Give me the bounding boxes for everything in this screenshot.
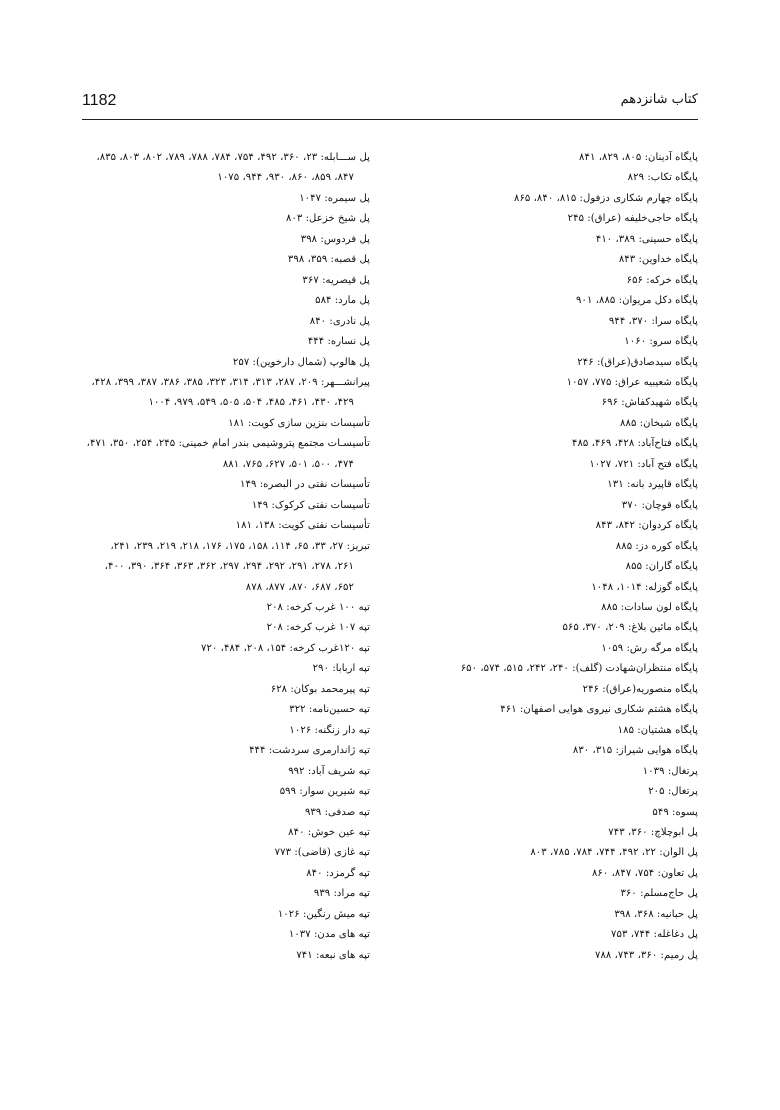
index-entry: تپه میش رنگین: ۱۰۲۶ <box>277 908 370 920</box>
index-entry: پل قیصریه: ۳۶۷ <box>302 274 370 286</box>
index-entry: پایگاه کردوان: ۸۴۲، ۸۴۳ <box>595 520 698 532</box>
index-entry-continuation: ۴۲۹، ۴۳۰، ۴۶۱، ۴۸۵، ۵۰۴، ۵۰۵، ۵۴۹، ۹۷۹، ۱۰۰۴ <box>148 397 354 409</box>
index-entry: تبریز: ۲۷، ۳۳، ۶۵، ۱۱۴، ۱۵۸، ۱۷۵، ۱۷۶، ۲۱۸، ۲۱۹، ۲۳۹، ۲۴۱، <box>110 540 370 552</box>
index-entry: پل دغاغله: ۷۴۴، ۷۵۳ <box>611 929 698 941</box>
index-entry: پایگاه کوره دز: ۸۸۵ <box>615 540 698 552</box>
index-entry: تأسیسات بنزین سازی کویت: ۱۸۱ <box>228 417 370 429</box>
index-entry-continuation: ۶۵۲، ۶۸۷، ۸۷۰، ۸۷۷، ۸۷۸ <box>245 581 354 593</box>
index-entry: تپه های نبعه: ۷۴۱ <box>296 949 370 961</box>
index-entry: تپه غازی (قاضی): ۷۷۳ <box>274 847 370 859</box>
index-entry: پل قصبه: ۳۵۹، ۳۹۸ <box>287 254 370 266</box>
index-entry: تپه ۱۰۷ غرب کرخه: ۲۰۸ <box>266 622 370 634</box>
index-column-right <box>398 148 698 966</box>
index-entry: پل رمیم: ۳۶۰، ۷۴۳، ۷۸۸ <box>594 949 698 961</box>
index-entry: پایگاه فتح آباد: ۷۲۱، ۱۰۲۷ <box>589 458 698 470</box>
index-entry: تپه ژاندارمری سردشت: ۴۴۴ <box>249 745 370 757</box>
index-entry: پایگاه منتظران‌شهادت (گلف): ۲۴۰، ۲۴۲، ۵۱۵، ۵۷۴، ۶۵۰ <box>460 663 698 675</box>
index-entry-continuation: ۸۴۷، ۸۵۹، ۸۶۰، ۹۳۰، ۹۴۴، ۱۰۷۵ <box>217 172 354 184</box>
index-entry: پایگاه گوزله: ۱۰۱۴، ۱۰۴۸ <box>591 581 698 593</box>
index-entry: تأسیسات نفتی کویت: ۱۳۸، ۱۸۱ <box>235 520 370 532</box>
index-entry: تأسیسـات مجتمع پتروشیمی بندر امام خمینی: ۲۴۵، ۲۵۴، ۳۵۰، ۴۷۱، <box>86 438 370 450</box>
index-entry: پل هالوپ (شمال دارخوین): ۲۵۷ <box>232 356 370 368</box>
index-entry: پل فردوس: ۳۹۸ <box>300 233 370 245</box>
index-entry: پایگاه مائین بلاغ: ۲۰۹، ۳۷۰، ۵۶۵ <box>562 622 698 634</box>
index-entry: تپه اربابا: ۲۹۰ <box>312 663 370 675</box>
index-entry: تأسیسات نفتی کرکوک: ۱۴۹ <box>251 499 370 511</box>
index-entry: پایگاه سرو: ۱۰۶۰ <box>624 336 698 348</box>
index-entry: تپه شیرین سوار: ۵۹۹ <box>279 786 370 798</box>
index-entry: پایگاه شعیبیه عراق: ۷۷۵، ۱۰۵۷ <box>566 376 698 388</box>
index-entry: تپه ۱۰۰ غرب کرخه: ۲۰۸ <box>266 601 370 613</box>
index-entry: پایگاه حاجی‌خلیفه (عراق): ۲۴۵ <box>567 213 698 225</box>
index-entry: تپه صدفی: ۹۳۹ <box>304 806 370 818</box>
index-entry: پل ابوچلاچ: ۳۶۰، ۷۴۳ <box>608 826 698 838</box>
index-entry: تپه حسین‌نامه: ۳۲۲ <box>289 704 370 716</box>
index-entry: پایگاه آدینان: ۸۰۵، ۸۲۹، ۸۴۱ <box>579 152 698 163</box>
index-entry: تپه های مدن: ۱۰۳۷ <box>288 929 370 941</box>
index-entry: تپه ۱۲۰غرب کرخه: ۱۵۴، ۲۰۸، ۴۸۴، ۷۲۰ <box>200 642 370 654</box>
index-entry: پایگاه سرا: ۳۷۰، ۹۴۴ <box>608 315 698 327</box>
index-entry: پایگاه تکاب: ۸۲۹ <box>627 172 698 184</box>
header-rule <box>82 119 698 120</box>
index-entry: پایگاه خرکه: ۶۵۶ <box>626 274 698 286</box>
index-entry: پایگاه شهیدکفاش: ۶۹۶ <box>601 397 698 409</box>
index-entry: پایگاه مرگه رش: ۱۰۵۹ <box>601 642 698 654</box>
index-entry: پل سیمره: ۱۰۴۷ <box>299 192 370 204</box>
index-entry: پیرانشـــهر: ۲۰۹، ۲۸۷، ۳۱۳، ۳۱۴، ۳۲۳، ۳۸۵، ۳۸۶، ۳۸۷، ۳۹۹، ۴۲۸، <box>91 376 370 388</box>
index-entry: پایگاه هشتیان: ۱۸۵ <box>617 724 698 736</box>
index-entry: پایگاه حسینی: ۳۸۹، ۴۱۰ <box>595 233 698 245</box>
index-entry: تأسیسات نفتی در البصره: ۱۴۹ <box>240 479 370 491</box>
index-entry: تپه مراد: ۹۳۹ <box>313 888 370 900</box>
index-entry: پرتغال: ۲۰۵ <box>648 786 698 798</box>
index-entry: پل نساره: ۴۴۴ <box>307 336 370 348</box>
index-column-left <box>70 148 370 966</box>
index-entry: پایگاه گاران: ۸۵۵ <box>625 561 698 573</box>
index-entry-continuation: ۴۷۴، ۵۰۰، ۵۰۱، ۶۲۷، ۷۶۵، ۸۸۱ <box>222 458 354 470</box>
index-entry: تپه شریف آباد: ۹۹۲ <box>288 765 370 777</box>
index-entry: پل الوان: ۲۲، ۴۹۲، ۷۴۴، ۷۸۴، ۷۸۵، ۸۰۳ <box>530 847 698 859</box>
index-entry: پایگاه قاپیرد بانه: ۱۳۱ <box>607 479 698 491</box>
index-entry: پایگاه سیدصادق(عراق): ۲۴۶ <box>577 356 698 368</box>
index-entry: پایگاه قوچان: ۳۷۰ <box>621 499 698 511</box>
index-entry: پایگاه هوایی شیراز: ۳۱۵، ۸۳۰ <box>572 745 698 757</box>
index-entry: پایگاه هشتم شکاری نیروی هوایی اصفهان: ۴۶۱ <box>500 704 698 716</box>
index-entry: پل تعاون: ۷۵۴، ۸۴۷، ۸۶۰ <box>591 867 698 879</box>
index-entry: پسوه: ۵۴۹ <box>652 806 698 818</box>
index-entry: پل حاج‌مسلم: ۳۶۰ <box>620 888 698 900</box>
index-entry: تپه عین خوش: ۸۴۰ <box>288 826 370 838</box>
index-entry: تپه گرمزد: ۸۴۰ <box>306 867 370 879</box>
index-entry: پل ســـابله: ۲۳، ۳۶۰، ۴۹۲، ۷۵۴، ۷۸۴، ۷۸۸، ۷۸۹، ۸۰۲، ۸۰۳، ۸۳۵، <box>96 152 370 163</box>
index-entry: پایگاه لون سادات: ۸۸۵ <box>601 601 698 613</box>
index-entry: پایگاه خداوین: ۸۴۳ <box>618 254 698 266</box>
index-entry: پل حبانیه: ۳۶۸، ۳۹۸ <box>614 908 698 920</box>
index-entry: پایگاه فتاح‌آباد: ۴۲۸، ۴۶۹، ۴۸۵ <box>571 438 698 450</box>
index-entry: پل نادری: ۸۴۰ <box>309 315 370 327</box>
index-entry: تپه دار زنگنه: ۱۰۲۶ <box>289 724 370 736</box>
index-entry: پایگاه شیخان: ۸۸۵ <box>620 417 698 429</box>
index-entry: پایگاه دکل مریوان: ۸۸۵، ۹۰۱ <box>576 295 698 307</box>
page-header <box>82 92 698 116</box>
index-entry: پایگاه منصوریه(عراق): ۲۴۶ <box>582 683 698 695</box>
index-entry: پرتغال: ۱۰۳۹ <box>642 765 698 777</box>
index-entry: تپه پیرمحمد بوکان: ۶۲۸ <box>270 683 370 695</box>
book-title: کتاب شانزدهم <box>620 92 698 107</box>
index-entry: پل مارد: ۵۸۴ <box>315 295 370 307</box>
index-entry-continuation: ۲۶۱، ۲۷۸، ۲۹۱، ۲۹۲، ۲۹۴، ۲۹۷، ۳۶۲، ۳۶۳، ۳۶۴، ۳۹۰، ۴۰۰، <box>104 561 354 573</box>
index-entry: پل شیخ خزعل: ۸۰۳ <box>285 213 370 225</box>
index-entry: پایگاه چهارم شکاری دزفول: ۸۱۵، ۸۴۰، ۸۶۵ <box>513 192 698 204</box>
page-number: 1182 <box>82 92 117 109</box>
